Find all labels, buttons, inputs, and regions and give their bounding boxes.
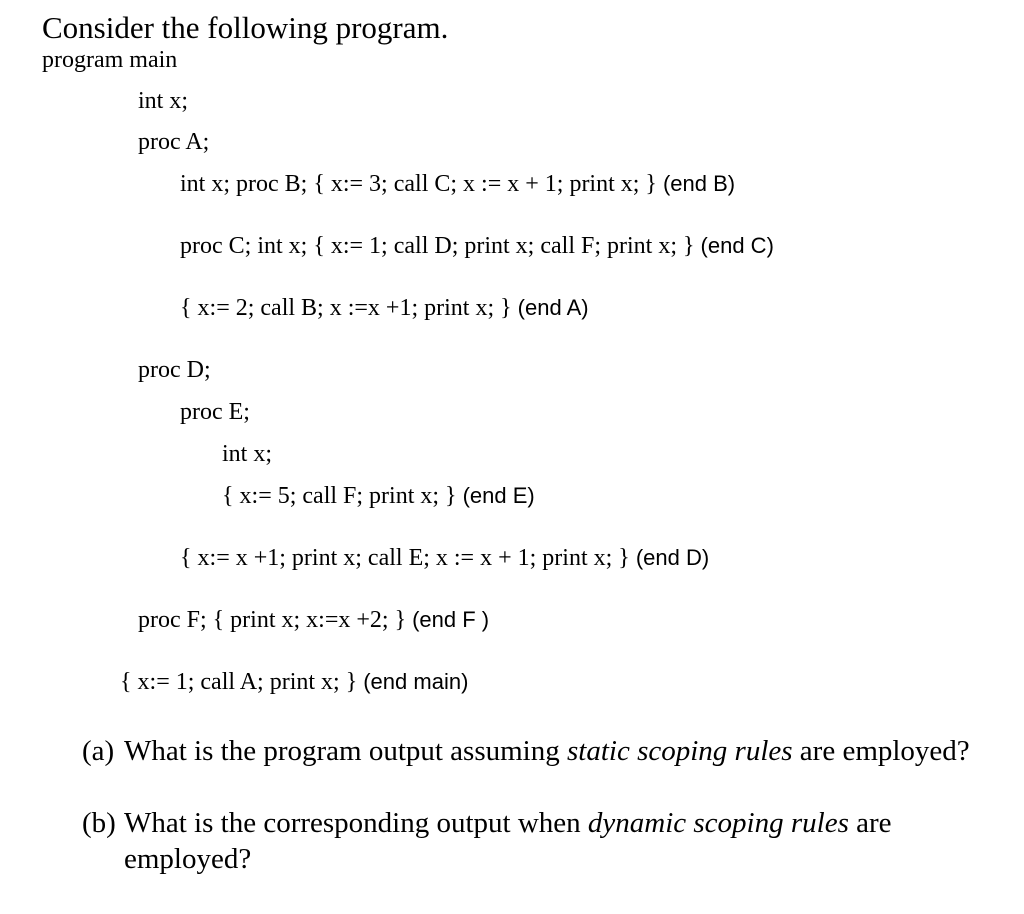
question-text: [124, 733, 982, 769]
end-marker: (end C): [700, 233, 774, 258]
question-a: [82, 733, 982, 769]
question-emphasis: dynamic scoping rules: [587, 807, 849, 839]
code-text: { x:= 5; call F; print x; }: [222, 483, 457, 509]
end-marker: (end A): [517, 295, 589, 320]
question-label: (b): [82, 807, 116, 839]
code-line-main-body: [120, 670, 468, 694]
end-marker: (end E): [462, 483, 535, 508]
question-label: (a): [82, 735, 115, 767]
question-text-before: What is the corresponding output when: [124, 807, 588, 839]
code-line-proc-e-header: proc E;: [180, 399, 250, 425]
code-text: int x; proc B; { x:= 3; call C; x := x + 1; print x; }: [180, 171, 657, 197]
code-text: proc F; { print x; x:=x +2; }: [138, 607, 407, 633]
code-line-proc-d-body: [180, 546, 709, 570]
page-title: Consider the following program.: [42, 10, 449, 45]
code-line-proc-f: [138, 608, 489, 632]
question-text-before: What is the program output assuming: [124, 735, 567, 767]
code-line-proc-a-header: proc A;: [138, 129, 210, 155]
code-text: { x:= 1; call A; print x; }: [120, 669, 358, 695]
end-marker: (end B): [662, 171, 736, 196]
code-line-proc-e-body: [222, 484, 535, 508]
question-emphasis: static scoping rules: [567, 735, 793, 767]
end-marker: (end D): [635, 545, 710, 570]
end-marker: (end F ): [412, 607, 490, 632]
question-text-after: are employed?: [124, 807, 892, 875]
question-text: [124, 805, 982, 877]
code-line-proc-a-body: [180, 296, 589, 320]
question-b: [82, 805, 982, 877]
code-line-proc-d-header: proc D;: [138, 357, 211, 383]
code-text: { x:= 2; call B; x :=x +1; print x; }: [180, 295, 512, 321]
program-header: program main: [42, 47, 178, 73]
code-text: proc C; int x; { x:= 1; call D; print x; call F; print x; }: [180, 233, 695, 259]
question-text-after: are employed?: [792, 735, 970, 767]
code-line-proc-b: [180, 172, 735, 196]
code-text: { x:= x +1; print x; call E; x := x + 1; print x; }: [180, 545, 630, 571]
code-line-proc-c: [180, 234, 774, 258]
code-line-main-decl: int x;: [138, 88, 189, 114]
end-marker: (end main): [363, 669, 469, 694]
code-line-proc-e-decl: int x;: [222, 441, 273, 467]
